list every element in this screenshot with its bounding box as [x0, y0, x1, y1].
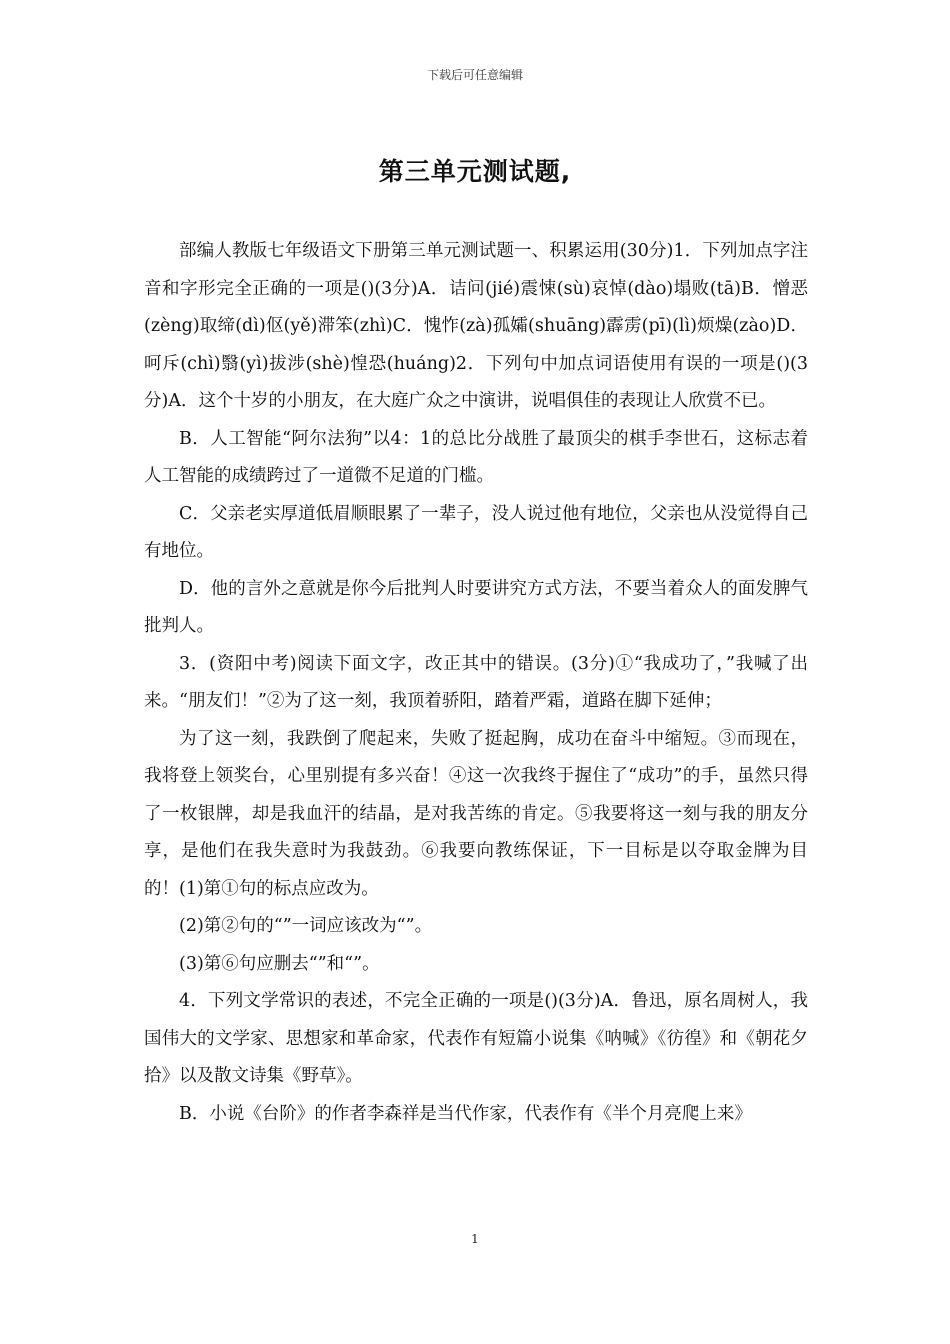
document-body: [144, 233, 808, 1133]
paragraph-question-3-text: 为了这一刻，我跌倒了爬起来，失败了挺起胸，成功在奋斗中缩短。③而现在，我将登上领奖台，心里别提有多兴奋！④这一次我终于握住了“成功”的手，虽然只得了一枚银牌，却是我血汗的结晶，是对我苦练的肯定。⑤我要将这一刻与我的朋友分享，是他们在我失意时为我鼓劲。⑥我要向教练保证，下一目标是以夺取金牌为目的！(1)第①句的标点应改为。: [144, 728, 808, 899]
header-note: 下载后可任意编辑: [426, 68, 523, 82]
paragraph-question-1-2: 部编人教版七年级语文下册第三单元测试题一、积累运用(30分)1．下列加点字注音和字形完全正确的一项是()(3分)A．诘问(jié)震悚(sù)哀悼(dào)塌败(tā)B．憎恶(zèng)取缔(dì)伛(yě)滞笨(zhì)C．愧怍(zà)孤孀(shuāng)霹雳(pī)(lì)烦燥(zào)D．呵斥(chì)翳(yì)拔涉(shè)惶恐(huáng)2．下列句中加点词语使用有误的一项是()(3分)A．这个十岁的小朋友，在大庭广众之中演讲，说唱俱佳的表现让人欣赏不已。: [144, 241, 808, 411]
paragraph-option-b: B．人工智能“阿尔法狗”以4：1的总比分战胜了最顶尖的棋手李世石，这标志着人工智能的成绩跨过了一道微不足道的门槛。: [144, 428, 808, 486]
paragraph-question-3-part-3: (3)第⑥句应删去“”和“”。: [179, 953, 380, 974]
paragraph-question-3-part-2: (2)第②句的“”一词应该改为“”。: [179, 916, 433, 936]
paragraph-question-4: 4．下列文学常识的表述，不完全正确的一项是()(3分)A．鲁迅，原名周树人，我国伟大的文学家、思想家和革命家，代表作有短篇小说集《呐喊》《彷徨》和《朝花夕拾》以及散文诗集《野草》。: [144, 991, 808, 1086]
paragraph-question-4-option-b: B．小说《台阶》的作者李森祥是当代作家，代表作有《半个月亮爬上来》: [179, 1103, 752, 1124]
page-number: 1: [471, 1232, 479, 1246]
paragraph-option-d: D．他的言外之意就是你今后批判人时要讲究方式方法，不要当着众人的面发脾气批判人。: [144, 578, 808, 636]
paragraph-option-c: C．父亲老实厚道低眉顺眼累了一辈子，没人说过他有地位，父亲也从没觉得自己有地位。: [144, 503, 808, 561]
document-title: 第三单元测试题,: [378, 157, 572, 186]
paragraph-question-3: 3．(资阳中考)阅读下面文字，改正其中的错误。(3分)①“我成功了，”我喊了出来。“朋友们！”②为了这一刻，我顶着骄阳，踏着严霜，道路在脚下延伸；: [144, 653, 808, 711]
